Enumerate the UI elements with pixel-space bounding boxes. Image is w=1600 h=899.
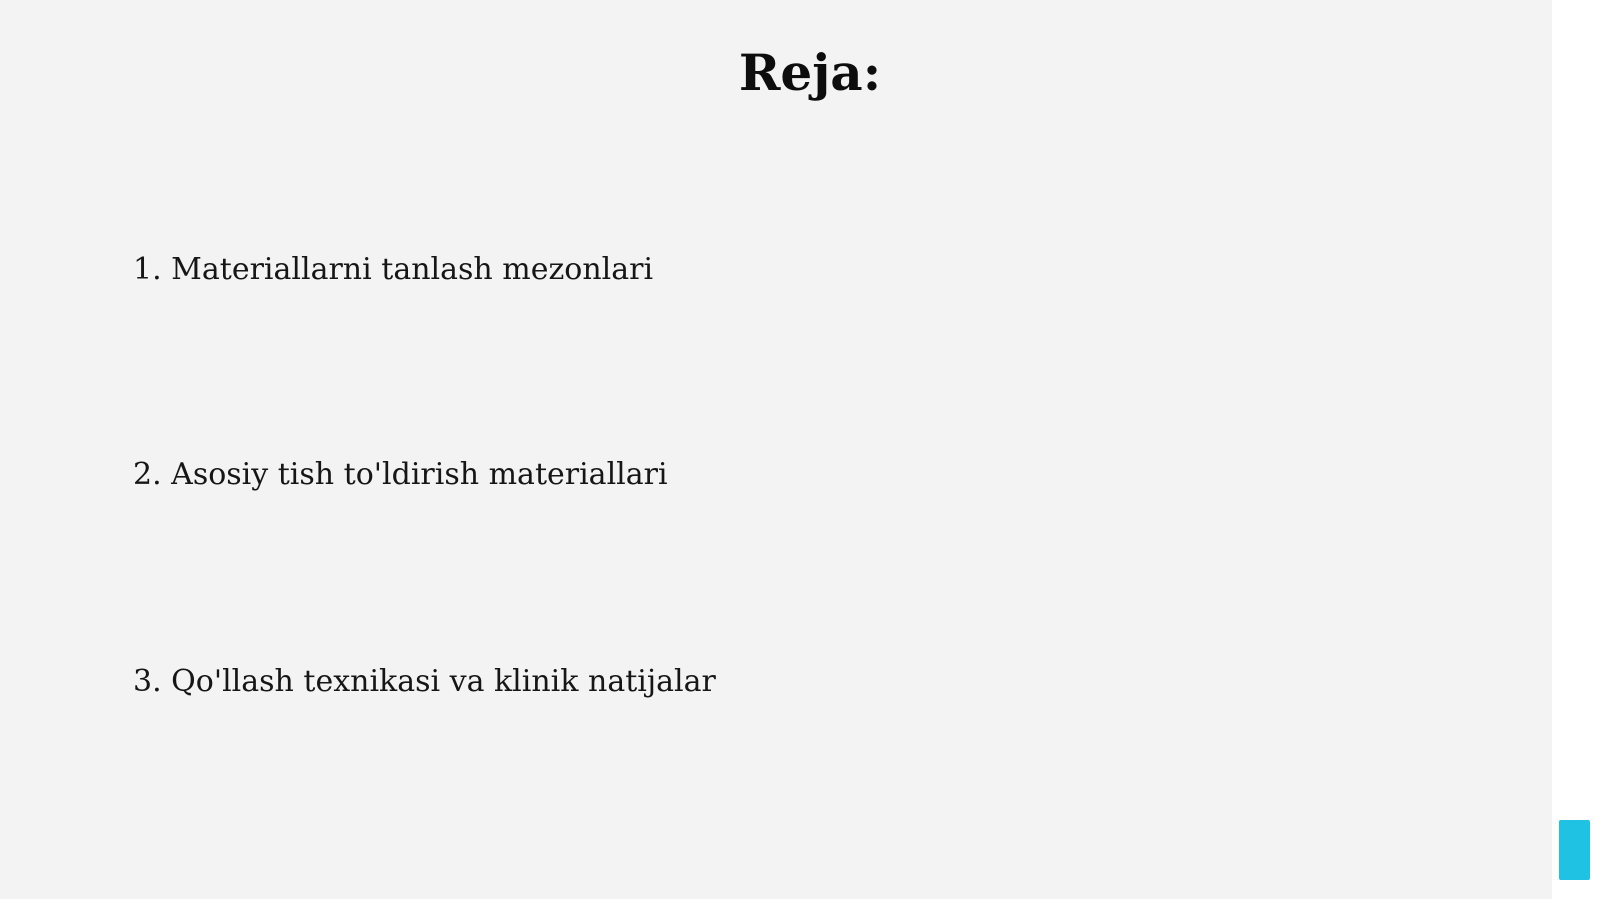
- scrollbar-track[interactable]: [1552, 0, 1600, 899]
- plan-item-2: 2. Asosiy tish to'ldirish materiallari: [133, 457, 668, 492]
- plan-item-3: 3. Qo'llash texnikasi va klinik natijalar: [133, 664, 716, 699]
- slide-title: Reja:: [738, 43, 882, 102]
- plan-item-1: 1. Materiallarni tanlash mezonlari: [133, 252, 654, 287]
- scrollbar-handle[interactable]: [1559, 820, 1590, 880]
